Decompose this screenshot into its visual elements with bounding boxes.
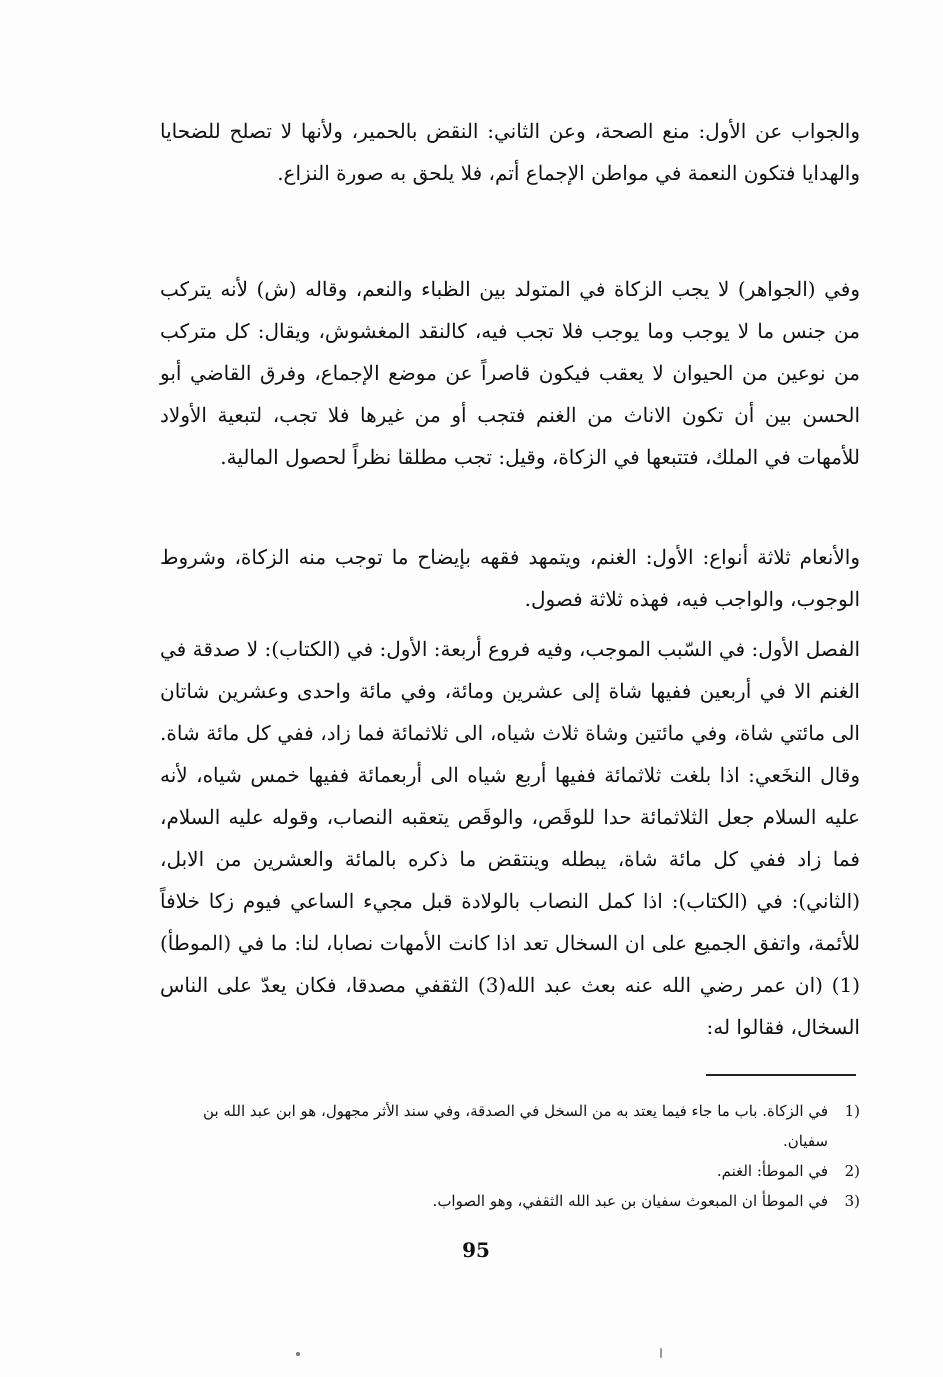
scan-speck xyxy=(296,1352,300,1356)
footnote-3 xyxy=(180,1186,860,1216)
page-number: 95 xyxy=(462,1238,490,1262)
footnote-text: في الموطأ: الغنم. xyxy=(716,1162,828,1180)
footnote-1 xyxy=(180,1096,860,1156)
footnote-number: 3) xyxy=(844,1192,860,1210)
footnote-divider xyxy=(706,1074,856,1076)
paragraph-answer: والجواب عن الأول: منع الصحة، وعن الثاني: النقض بالحمير، ولأنها لا تصلح للضحايا والهدايا فتكون النعمة في مواطن الإجماع أتم، فلا يلحق به صورة النزاع. xyxy=(160,119,860,185)
footnote-number: 2) xyxy=(844,1162,860,1180)
footnote-2 xyxy=(180,1156,860,1186)
paragraph-chapter-one: الفصل الأول: في السّبب الموجب، وفيه فروع أربعة: الأول: في (الكتاب): لا صدقة في الغنم الا في أربعين ففيها شاة إلى عشرين ومائة، وفي مائة واحدى وعشرين شاتان الى مائتي شاة، وفي مائتين وشاة ثلاث شياه، الى ثلاثمائة فما زاد، ففي كل مائة شاة. وقال النخَعي: اذا بلغت ثلاثمائة ففيها أربع شياه الى أربعمائة ففيها خمس شياه، لأنه عليه السلام جعل الثلاثمائة حدا للوقَص، والوقَص يتعقبه النصاب، وقوله عليه السلام، فما زاد ففي كل مائة شاة، يبطله وينتقض ما ذكره بالمائة والعشرين من الابل، (الثاني): في (الكتاب): اذا كمل النصاب بالولادة قبل مجيء الساعي فيوم زكا خلافاً للأئمة، واتفق الجميع على ان السخال تعد اذا كانت الأمهات نصابا، لنا: ما في (الموطأ)(1) (ان عمر رضي الله عنه بعث عبد الله(3) الثقفي مصدقا، فكان يعدّ على الناس السخال، فقالوا له: xyxy=(160,637,861,1039)
paragraph-jawahir: وفي (الجواهر) لا يجب الزكاة في المتولد بين الظباء والنعم، وقاله (ش) لأنه يتركب من جنس ما لا يوجب وما يوجب فلا تجب فيه، كالنقد المغشوش، ويقال: كل متركب من نوعين من الحيوان لا يعقب فيكون قاصراً عن موضع الإجماع، وفرق القاضي أبو الحسن بين أن تكون الاناث من الغنم فتجب أو من غيرها فلا تجب، لتبعية الأولاد للأمهات في الملك، فتتبعها في الزكاة، وقيل: تجب مطلقا نظراً لحصول المالية. xyxy=(160,277,860,469)
footnote-text: في الزكاة. باب ما جاء فيما يعتد به من السخل في الصدقة، وفي سند الأثر مجهول، هو ابن عبد الله بن سفيان. xyxy=(203,1102,828,1150)
footnote-text: في الموطأ ان المبعوث سفيان بن عبد الله الثقفي، وهو الصواب. xyxy=(432,1192,828,1210)
footnote-number: 1) xyxy=(844,1102,860,1120)
footnotes xyxy=(180,1096,860,1216)
paragraph-anam: والأنعام ثلاثة أنواع: الأول: الغنم، ويتمهد فقهه بإيضاح ما توجب منه الزكاة، وشروط الوجوب، والواجب فيه، فهذه ثلاثة فصول. xyxy=(160,545,860,611)
scan-speck xyxy=(660,1348,662,1358)
